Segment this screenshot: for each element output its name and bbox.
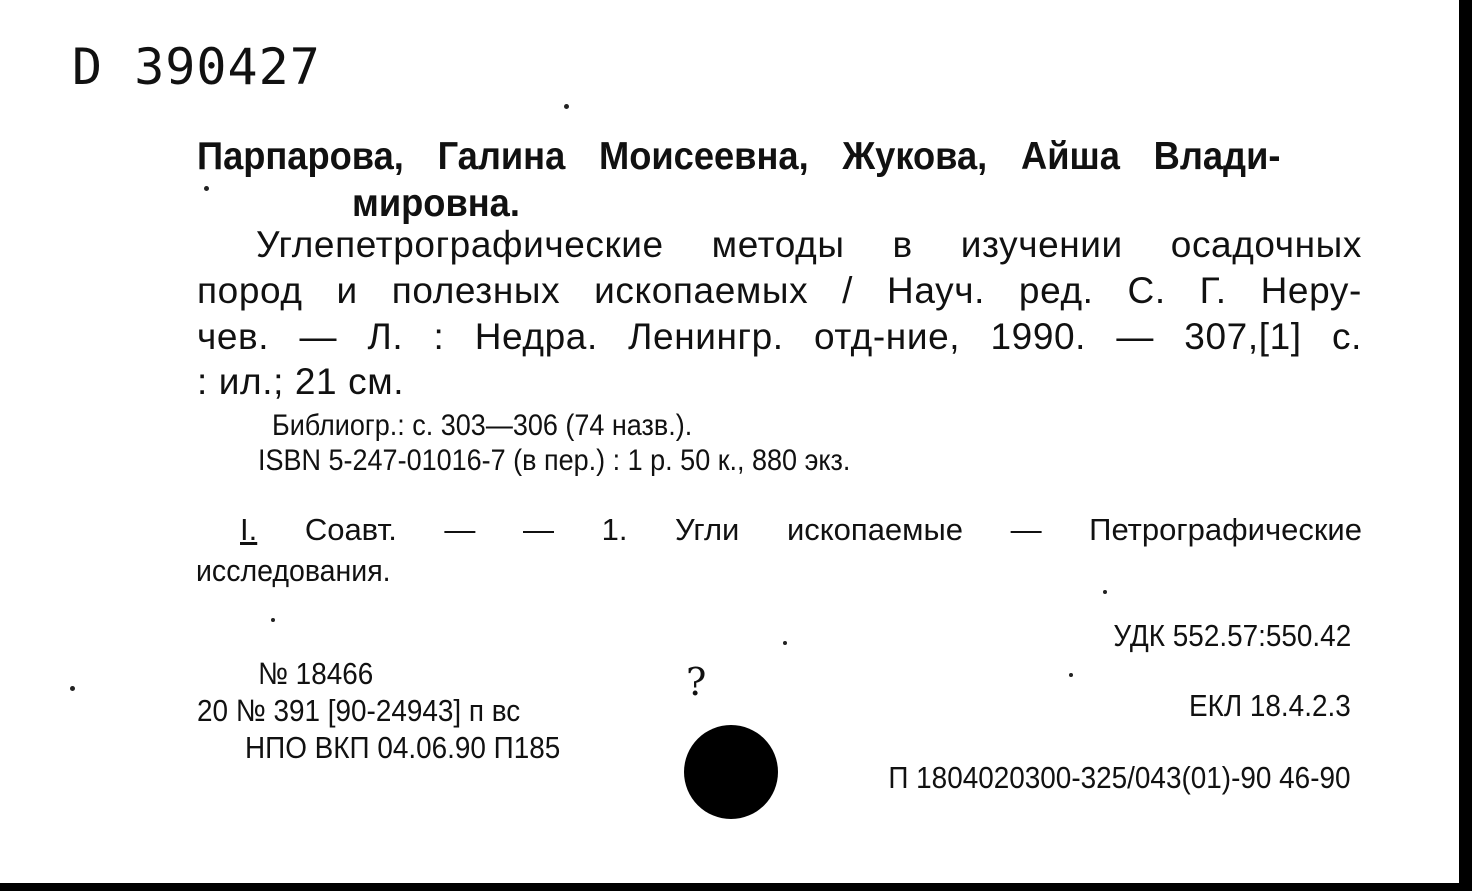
speck (1103, 590, 1107, 594)
title-word: — (1116, 316, 1154, 357)
punch-hole-dot (684, 725, 778, 819)
speck (564, 104, 569, 109)
authors-line-2: мировна. (352, 182, 520, 225)
authors-word: Моисеевна, (599, 135, 809, 178)
isbn-line: ISBN 5-247-01016-7 (в пер.) : 1 р. 50 к., 880 экз. (258, 444, 851, 477)
title-word: Ленингр. (628, 316, 784, 357)
title-word: и (336, 270, 358, 311)
title-word: изучении (960, 224, 1123, 265)
title-word: осадочных (1170, 224, 1362, 265)
title-line-2 (197, 270, 1362, 312)
authors-word: Галина (437, 135, 566, 178)
title-word: 307,[1] (1184, 316, 1302, 357)
subject-word: ископаемые (786, 512, 964, 547)
subjects-line-1 (240, 512, 1362, 548)
title-word: ред. (1018, 270, 1094, 311)
title-line-3 (197, 316, 1362, 358)
title-word: в (892, 224, 913, 265)
speck (204, 186, 209, 191)
subject-word: Угли (675, 512, 740, 547)
title-word: Науч. (887, 270, 985, 311)
title-word: Г. (1199, 270, 1227, 311)
speck (1069, 673, 1073, 677)
ekl-code: ЕКЛ 18.4.2.3 (1189, 688, 1351, 723)
speck (783, 641, 787, 645)
title-word: С. (1127, 270, 1166, 311)
title-word: Л. (367, 316, 404, 357)
subject-word: — (523, 512, 554, 547)
subject-word: 1. (601, 512, 628, 547)
npo-line: НПО ВКП 04.06.90 П185 (245, 730, 561, 765)
title-word: отд-ние, (814, 316, 961, 357)
title-word: полезных (391, 270, 561, 311)
title-word: Неру- (1260, 270, 1362, 311)
bibliography-note: Библиогр.: с. 303—306 (74 назв.). (272, 409, 693, 442)
subject-word: Соавт. (304, 512, 397, 547)
title-word: ископаемых (594, 270, 809, 311)
subject-word: — (1010, 512, 1042, 547)
udk-code: УДК 552.57:550.42 (1113, 618, 1351, 653)
title-line-4: : ил.; 21 см. (197, 361, 405, 402)
title-word: чев. (197, 316, 270, 357)
authors-word: Айша (1020, 135, 1120, 178)
subject-word: Петрографические (1089, 512, 1362, 547)
title-word: Углепетрографические (256, 224, 664, 265)
authors-word: Парпарова, (197, 135, 404, 178)
title-word: с. (1331, 316, 1362, 357)
subject-word: — (444, 512, 476, 547)
title-word: — (299, 316, 338, 357)
title-word: пород (197, 270, 303, 311)
title-word: 1990. (990, 316, 1087, 357)
speck (70, 686, 75, 691)
publisher-code: П 1804020300-325/043(01)-90 46-90 (888, 760, 1351, 795)
authors-line-1 (197, 135, 1280, 179)
order-line: 20 № 391 [90-24943] п вс (197, 693, 521, 728)
subject-word: I. (240, 512, 258, 547)
title-word: / (842, 270, 854, 311)
authors-word: Жукова, (842, 135, 988, 178)
title-line-1 (256, 224, 1362, 266)
handwritten-mark: ? (686, 660, 707, 704)
inventory-number: D 390427 (72, 38, 321, 96)
record-number: № 18466 (258, 656, 374, 691)
title-word: методы (711, 224, 845, 265)
authors-word: Влади- (1153, 135, 1281, 178)
speck (271, 618, 275, 622)
title-word: Недра. (474, 316, 598, 357)
title-word: : (433, 316, 445, 357)
subjects-line-2: исследования. (196, 553, 391, 588)
